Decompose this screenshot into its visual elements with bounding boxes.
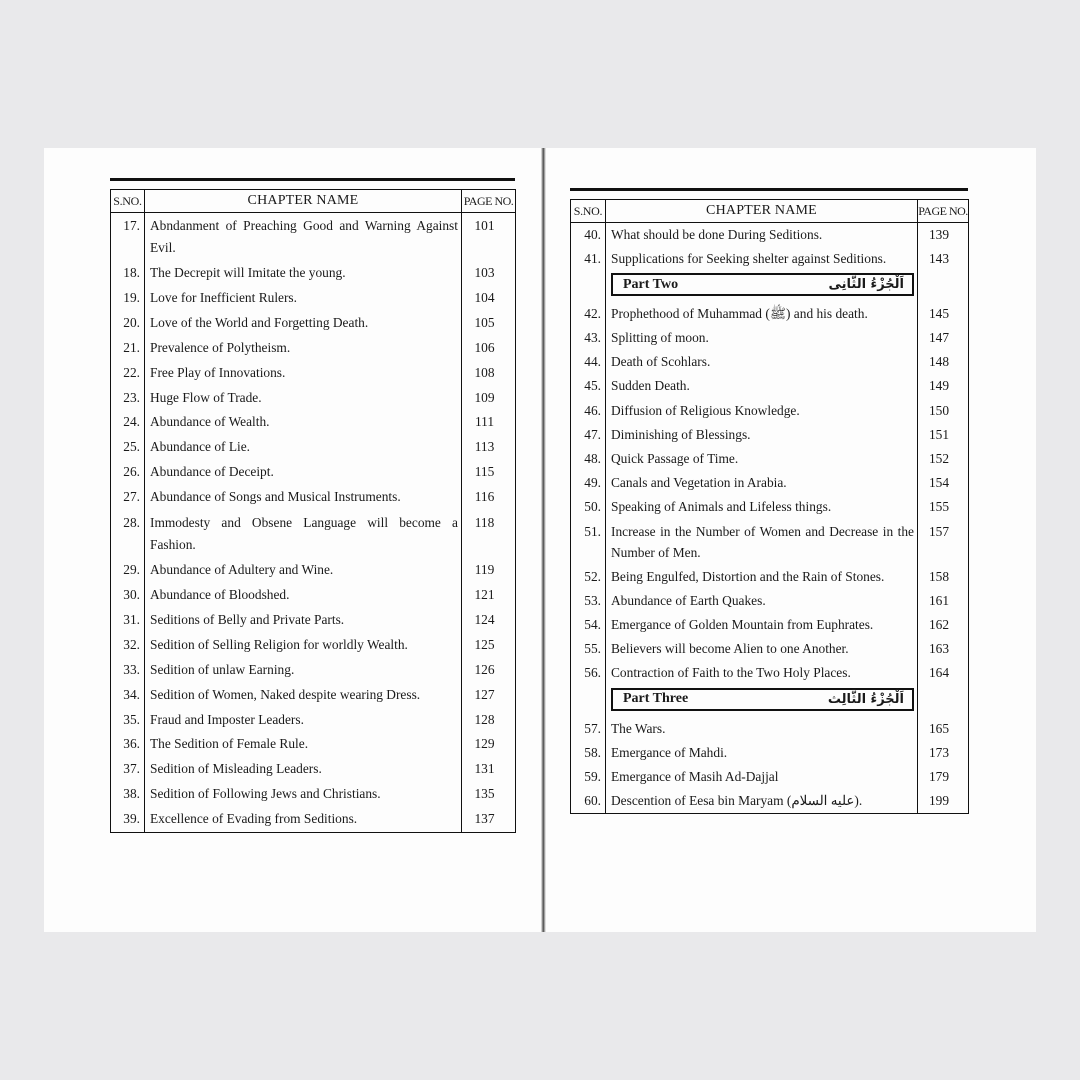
part-box (611, 273, 914, 296)
chapter-name: The Wars. (606, 717, 918, 741)
page-number: 135 (462, 782, 516, 807)
toc-table-right (570, 199, 969, 814)
top-rule (110, 178, 515, 181)
page-number: 163 (918, 637, 969, 661)
header-sno: S.NO. (571, 200, 606, 223)
serial-number: 27. (111, 485, 145, 510)
serial-number: 53. (571, 589, 606, 613)
serial-number: 38. (111, 782, 145, 807)
page-number: 121 (462, 583, 516, 608)
chapter-name: Increase in the Number of Women and Decrease in the Number of Men. (606, 519, 918, 565)
chapter-name: Quick Passage of Time. (606, 447, 918, 471)
table-row (111, 361, 516, 386)
sno-cell (571, 686, 606, 717)
part-cell (606, 271, 918, 302)
chapter-name: Abundance of Bloodshed. (145, 583, 462, 608)
table-header (571, 200, 969, 223)
page-number: 113 (462, 435, 516, 460)
part-arabic: اَلْجُزْءُ الثَّانِى (828, 277, 904, 293)
serial-number: 19. (111, 286, 145, 311)
chapter-name: What should be done During Seditions. (606, 223, 918, 248)
chapter-name: Being Engulfed, Distortion and the Rain of Stones. (606, 565, 918, 589)
chapter-name: Love of the World and Forgetting Death. (145, 311, 462, 336)
chapter-name: Free Play of Innovations. (145, 361, 462, 386)
chapter-name: Abundance of Songs and Musical Instruments. (145, 485, 462, 510)
table-row (571, 613, 969, 637)
chapter-name: The Sedition of Female Rule. (145, 732, 462, 757)
chapter-name: Love for Inefficient Rulers. (145, 286, 462, 311)
serial-number: 57. (571, 717, 606, 741)
page-number: 108 (462, 361, 516, 386)
chapter-name: Emergance of Golden Mountain from Euphrates. (606, 613, 918, 637)
serial-number: 40. (571, 223, 606, 248)
serial-number: 47. (571, 423, 606, 447)
table-row (111, 732, 516, 757)
table-row (571, 223, 969, 248)
table-row (571, 741, 969, 765)
page-number: 148 (918, 350, 969, 374)
table-row (571, 519, 969, 565)
book-spine (541, 148, 546, 932)
chapter-name: Emergance of Mahdi. (606, 741, 918, 765)
table-row (571, 302, 969, 326)
page-number: 139 (918, 223, 969, 248)
table-row (111, 435, 516, 460)
toc-table-left (110, 189, 516, 833)
serial-number: 46. (571, 399, 606, 423)
table-row (111, 311, 516, 336)
serial-number: 60. (571, 789, 606, 814)
page-number: 101 (462, 213, 516, 262)
chapter-name: Excellence of Evading from Seditions. (145, 807, 462, 832)
page-number: 162 (918, 613, 969, 637)
part-box (611, 688, 914, 711)
header-chapter: CHAPTER NAME (606, 200, 918, 223)
serial-number: 31. (111, 608, 145, 633)
chapter-name: Abundance of Wealth. (145, 410, 462, 435)
page-number: 109 (462, 386, 516, 411)
chapter-name: Prophethood of Muhammad (ﷺ) and his death. (606, 302, 918, 326)
serial-number: 29. (111, 558, 145, 583)
table-row (111, 336, 516, 361)
chapter-name: Canals and Vegetation in Arabia. (606, 471, 918, 495)
page-cell (918, 686, 969, 717)
page-number: 106 (462, 336, 516, 361)
serial-number: 52. (571, 565, 606, 589)
chapter-name: Sedition of Women, Naked despite wearing Dress. (145, 683, 462, 708)
table-row (571, 589, 969, 613)
table-row (111, 460, 516, 485)
chapter-name: Contraction of Faith to the Two Holy Places. (606, 661, 918, 685)
page-number: 147 (918, 326, 969, 350)
table-row (111, 213, 516, 262)
page-cell (918, 271, 969, 302)
table-row (111, 683, 516, 708)
serial-number: 39. (111, 807, 145, 832)
serial-number: 37. (111, 757, 145, 782)
part-label: Part Two (623, 276, 679, 292)
chapter-name: Speaking of Animals and Lifeless things. (606, 495, 918, 519)
part-heading-row (571, 271, 969, 302)
table-row (111, 558, 516, 583)
serial-number: 33. (111, 658, 145, 683)
serial-number: 45. (571, 374, 606, 398)
page-number: 104 (462, 286, 516, 311)
serial-number: 22. (111, 361, 145, 386)
header-chapter: CHAPTER NAME (145, 190, 462, 213)
chapter-name: The Decrepit will Imitate the young. (145, 261, 462, 286)
serial-number: 18. (111, 261, 145, 286)
chapter-name: Sudden Death. (606, 374, 918, 398)
table-header (111, 190, 516, 213)
chapter-name: Descention of Eesa bin Maryam (عليه السلام). (606, 789, 918, 814)
table-row (111, 782, 516, 807)
table-row (111, 633, 516, 658)
table-row (111, 286, 516, 311)
chapter-name: Diminishing of Blessings. (606, 423, 918, 447)
header-sno: S.NO. (111, 190, 145, 213)
page-number: 179 (918, 765, 969, 789)
serial-number: 36. (111, 732, 145, 757)
page-number: 111 (462, 410, 516, 435)
page-number: 103 (462, 261, 516, 286)
serial-number: 23. (111, 386, 145, 411)
serial-number: 20. (111, 311, 145, 336)
serial-number: 17. (111, 213, 145, 262)
chapter-name: Abundance of Earth Quakes. (606, 589, 918, 613)
serial-number: 42. (571, 302, 606, 326)
chapter-name: Sedition of Misleading Leaders. (145, 757, 462, 782)
serial-number: 59. (571, 765, 606, 789)
page-number: 125 (462, 633, 516, 658)
table-row (111, 608, 516, 633)
table-row (571, 471, 969, 495)
page-number: 161 (918, 589, 969, 613)
table-row (111, 386, 516, 411)
header-page: PAGE NO. (918, 200, 969, 223)
table-row (111, 261, 516, 286)
serial-number: 50. (571, 495, 606, 519)
serial-number: 43. (571, 326, 606, 350)
table-row (111, 583, 516, 608)
chapter-name: Splitting of moon. (606, 326, 918, 350)
page-number: 127 (462, 683, 516, 708)
page-number: 152 (918, 447, 969, 471)
serial-number: 44. (571, 350, 606, 374)
serial-number: 28. (111, 510, 145, 558)
table-row (571, 374, 969, 398)
chapter-name: Prevalence of Polytheism. (145, 336, 462, 361)
chapter-name: Immodesty and Obsene Language will become a Fashion. (145, 510, 462, 558)
table-row (571, 661, 969, 685)
serial-number: 54. (571, 613, 606, 637)
page-number: 119 (462, 558, 516, 583)
page-number: 128 (462, 708, 516, 733)
serial-number: 49. (571, 471, 606, 495)
table-row (571, 447, 969, 471)
part-cell (606, 686, 918, 717)
serial-number: 34. (111, 683, 145, 708)
part-label: Part Three (623, 691, 689, 706)
table-row (571, 789, 969, 814)
chapter-name: Abndanment of Preaching Good and Warning Against Evil. (145, 213, 462, 262)
page-number: 149 (918, 374, 969, 398)
serial-number: 25. (111, 435, 145, 460)
sno-cell (571, 271, 606, 302)
table-row (571, 423, 969, 447)
chapter-name: Abundance of Adultery and Wine. (145, 558, 462, 583)
table-row (111, 510, 516, 558)
page-number: 105 (462, 311, 516, 336)
table-row (571, 765, 969, 789)
table-row (571, 350, 969, 374)
page-number: 137 (462, 807, 516, 832)
chapter-name: Sedition of Selling Religion for worldly Wealth. (145, 633, 462, 658)
table-row (111, 485, 516, 510)
chapter-name: Abundance of Deceipt. (145, 460, 462, 485)
page-number: 165 (918, 717, 969, 741)
page-number: 115 (462, 460, 516, 485)
serial-number: 32. (111, 633, 145, 658)
serial-number: 41. (571, 247, 606, 271)
table-row (571, 247, 969, 271)
left-page (110, 178, 515, 833)
table-row (111, 658, 516, 683)
page-number: 155 (918, 495, 969, 519)
chapter-name: Diffusion of Religious Knowledge. (606, 399, 918, 423)
table-row (111, 708, 516, 733)
chapter-name: Sedition of unlaw Earning. (145, 658, 462, 683)
table-row (571, 495, 969, 519)
chapter-name: Huge Flow of Trade. (145, 386, 462, 411)
serial-number: 58. (571, 741, 606, 765)
serial-number: 55. (571, 637, 606, 661)
serial-number: 26. (111, 460, 145, 485)
page-number: 126 (462, 658, 516, 683)
table-row (111, 757, 516, 782)
page-number: 118 (462, 510, 516, 558)
table-row (111, 807, 516, 832)
table-row (571, 399, 969, 423)
page-number: 158 (918, 565, 969, 589)
page-number: 116 (462, 485, 516, 510)
chapter-name: Death of Scohlars. (606, 350, 918, 374)
page-number: 151 (918, 423, 969, 447)
right-page (570, 188, 968, 814)
page-number: 150 (918, 399, 969, 423)
chapter-name: Seditions of Belly and Private Parts. (145, 608, 462, 633)
part-heading-row (571, 686, 969, 717)
page-number: 129 (462, 732, 516, 757)
serial-number: 24. (111, 410, 145, 435)
serial-number: 21. (111, 336, 145, 361)
page-number: 154 (918, 471, 969, 495)
serial-number: 51. (571, 519, 606, 565)
chapter-name: Emergance of Masih Ad-Dajjal (606, 765, 918, 789)
top-rule (570, 188, 968, 191)
serial-number: 56. (571, 661, 606, 685)
page-number: 143 (918, 247, 969, 271)
chapter-name: Supplications for Seeking shelter against Seditions. (606, 247, 918, 271)
serial-number: 30. (111, 583, 145, 608)
chapter-name: Fraud and Imposter Leaders. (145, 708, 462, 733)
part-arabic: اَلْجُزْءُ الثَّالِث (827, 691, 904, 707)
table-row (571, 326, 969, 350)
page-number: 173 (918, 741, 969, 765)
chapter-name: Abundance of Lie. (145, 435, 462, 460)
page-number: 131 (462, 757, 516, 782)
serial-number: 35. (111, 708, 145, 733)
chapter-name: Believers will become Alien to one Another. (606, 637, 918, 661)
table-row (571, 717, 969, 741)
table-row (571, 637, 969, 661)
page-number: 124 (462, 608, 516, 633)
page-number: 157 (918, 519, 969, 565)
page-number: 164 (918, 661, 969, 685)
page-number: 199 (918, 789, 969, 814)
table-row (111, 410, 516, 435)
table-row (571, 565, 969, 589)
page-number: 145 (918, 302, 969, 326)
header-page: PAGE NO. (462, 190, 516, 213)
serial-number: 48. (571, 447, 606, 471)
chapter-name: Sedition of Following Jews and Christians. (145, 782, 462, 807)
